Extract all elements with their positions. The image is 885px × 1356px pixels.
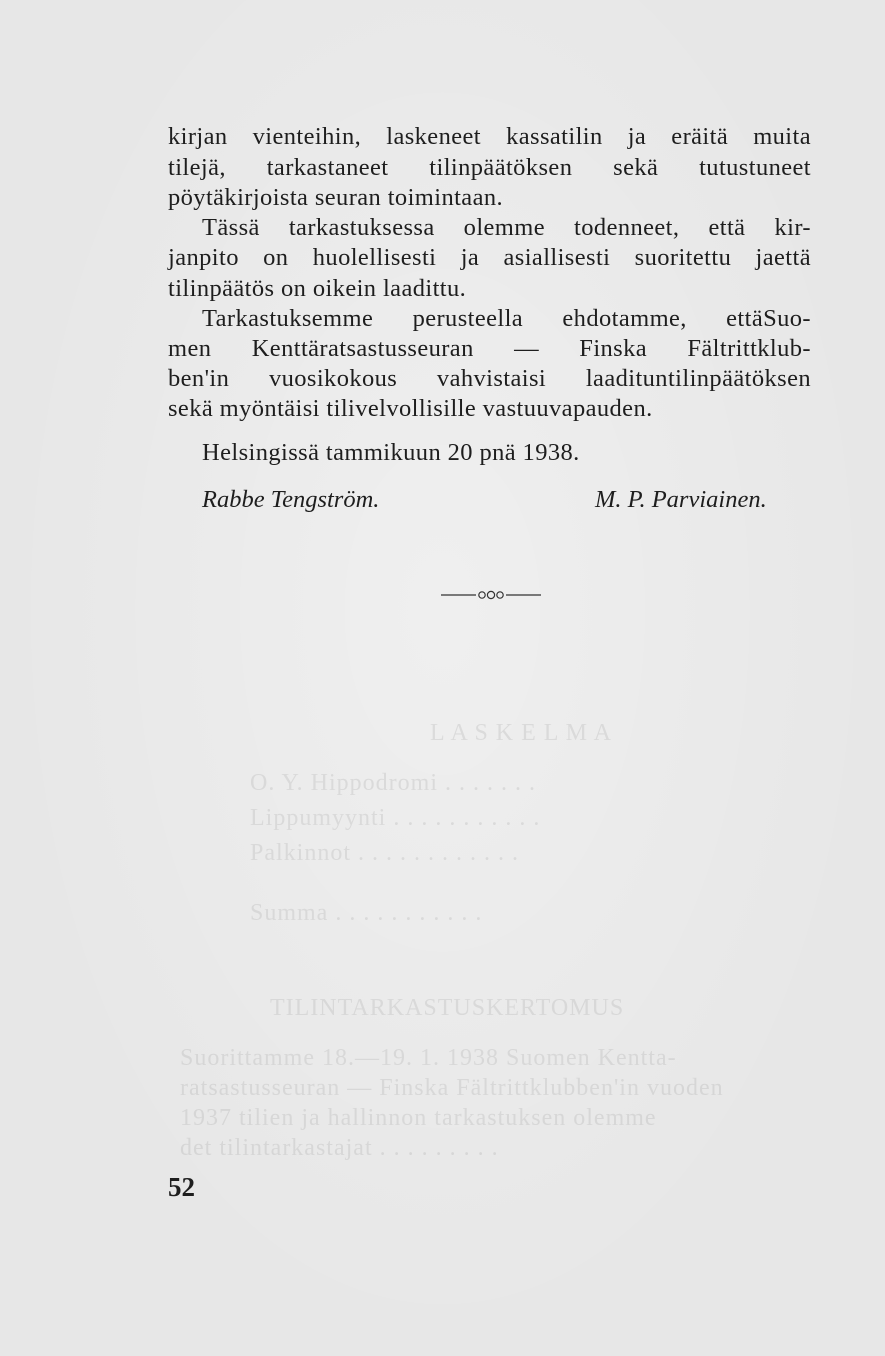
place-date-line: Helsingissä tammikuun 20 pnä 1938. [202, 439, 580, 466]
bleed-through-text: TILINTARKASTUSKERTOMUS [270, 995, 625, 1021]
page-number: 52 [168, 1172, 195, 1202]
signature-right: M. P. Parviainen. [595, 486, 767, 513]
paragraph-2-line-1: Tässä tarkastuksessa olemme todenneet, että kir- [202, 214, 811, 241]
bleed-through-text: O. Y. Hippodromi . . . . . . . [250, 770, 537, 796]
bleed-through-text: Summa . . . . . . . . . . . [250, 900, 483, 926]
bleed-through-text: det tilintarkastajat . . . . . . . . . [180, 1135, 499, 1161]
bleed-through-text: Suorittamme 18.—19. 1. 1938 Suomen Kentta- [180, 1045, 677, 1071]
ornament-divider-icon [441, 585, 541, 605]
bleed-through-text: Lippumyynti . . . . . . . . . . . [250, 805, 541, 831]
bleed-through-text: Palkinnot . . . . . . . . . . . . [250, 840, 520, 866]
paragraph-1-line-2: tilejä, tarkastaneet tilinpäätöksen sekä tutustuneet [168, 154, 811, 181]
paragraph-3-line-2: men Kenttäratsastusseuran — Finska Fältrittklub- [168, 335, 811, 362]
signature-left: Rabbe Tengström. [202, 486, 380, 513]
bleed-through-text: 1937 tilien ja hallinnon tarkastuksen olemme [180, 1105, 657, 1131]
bleed-through-text: L A S K E L M A [430, 720, 612, 746]
paragraph-2-line-3: tilinpäätös on oikein laadittu. [168, 275, 467, 302]
paragraph-2-line-2: janpito on huolellisesti ja asiallisesti suoritettu jaettä [168, 244, 811, 271]
paragraph-3-line-1: Tarkastuksemme perusteella ehdotamme, ettäSuo- [202, 305, 811, 332]
paragraph-3-line-3: ben'in vuosikokous vahvistaisi laadituntilinpäätöksen [168, 365, 811, 392]
bleed-through-text: ratsastusseuran — Finska Fältrittklubben'in vuoden [180, 1075, 724, 1101]
paragraph-1-line-1: kirjan vienteihin, laskeneet kassatilin ja eräitä muita [168, 123, 811, 150]
paragraph-3-line-4: sekä myöntäisi tilivelvollisille vastuuvapauden. [168, 395, 653, 422]
paragraph-1-line-3: pöytäkirjoista seuran toimintaan. [168, 184, 504, 211]
